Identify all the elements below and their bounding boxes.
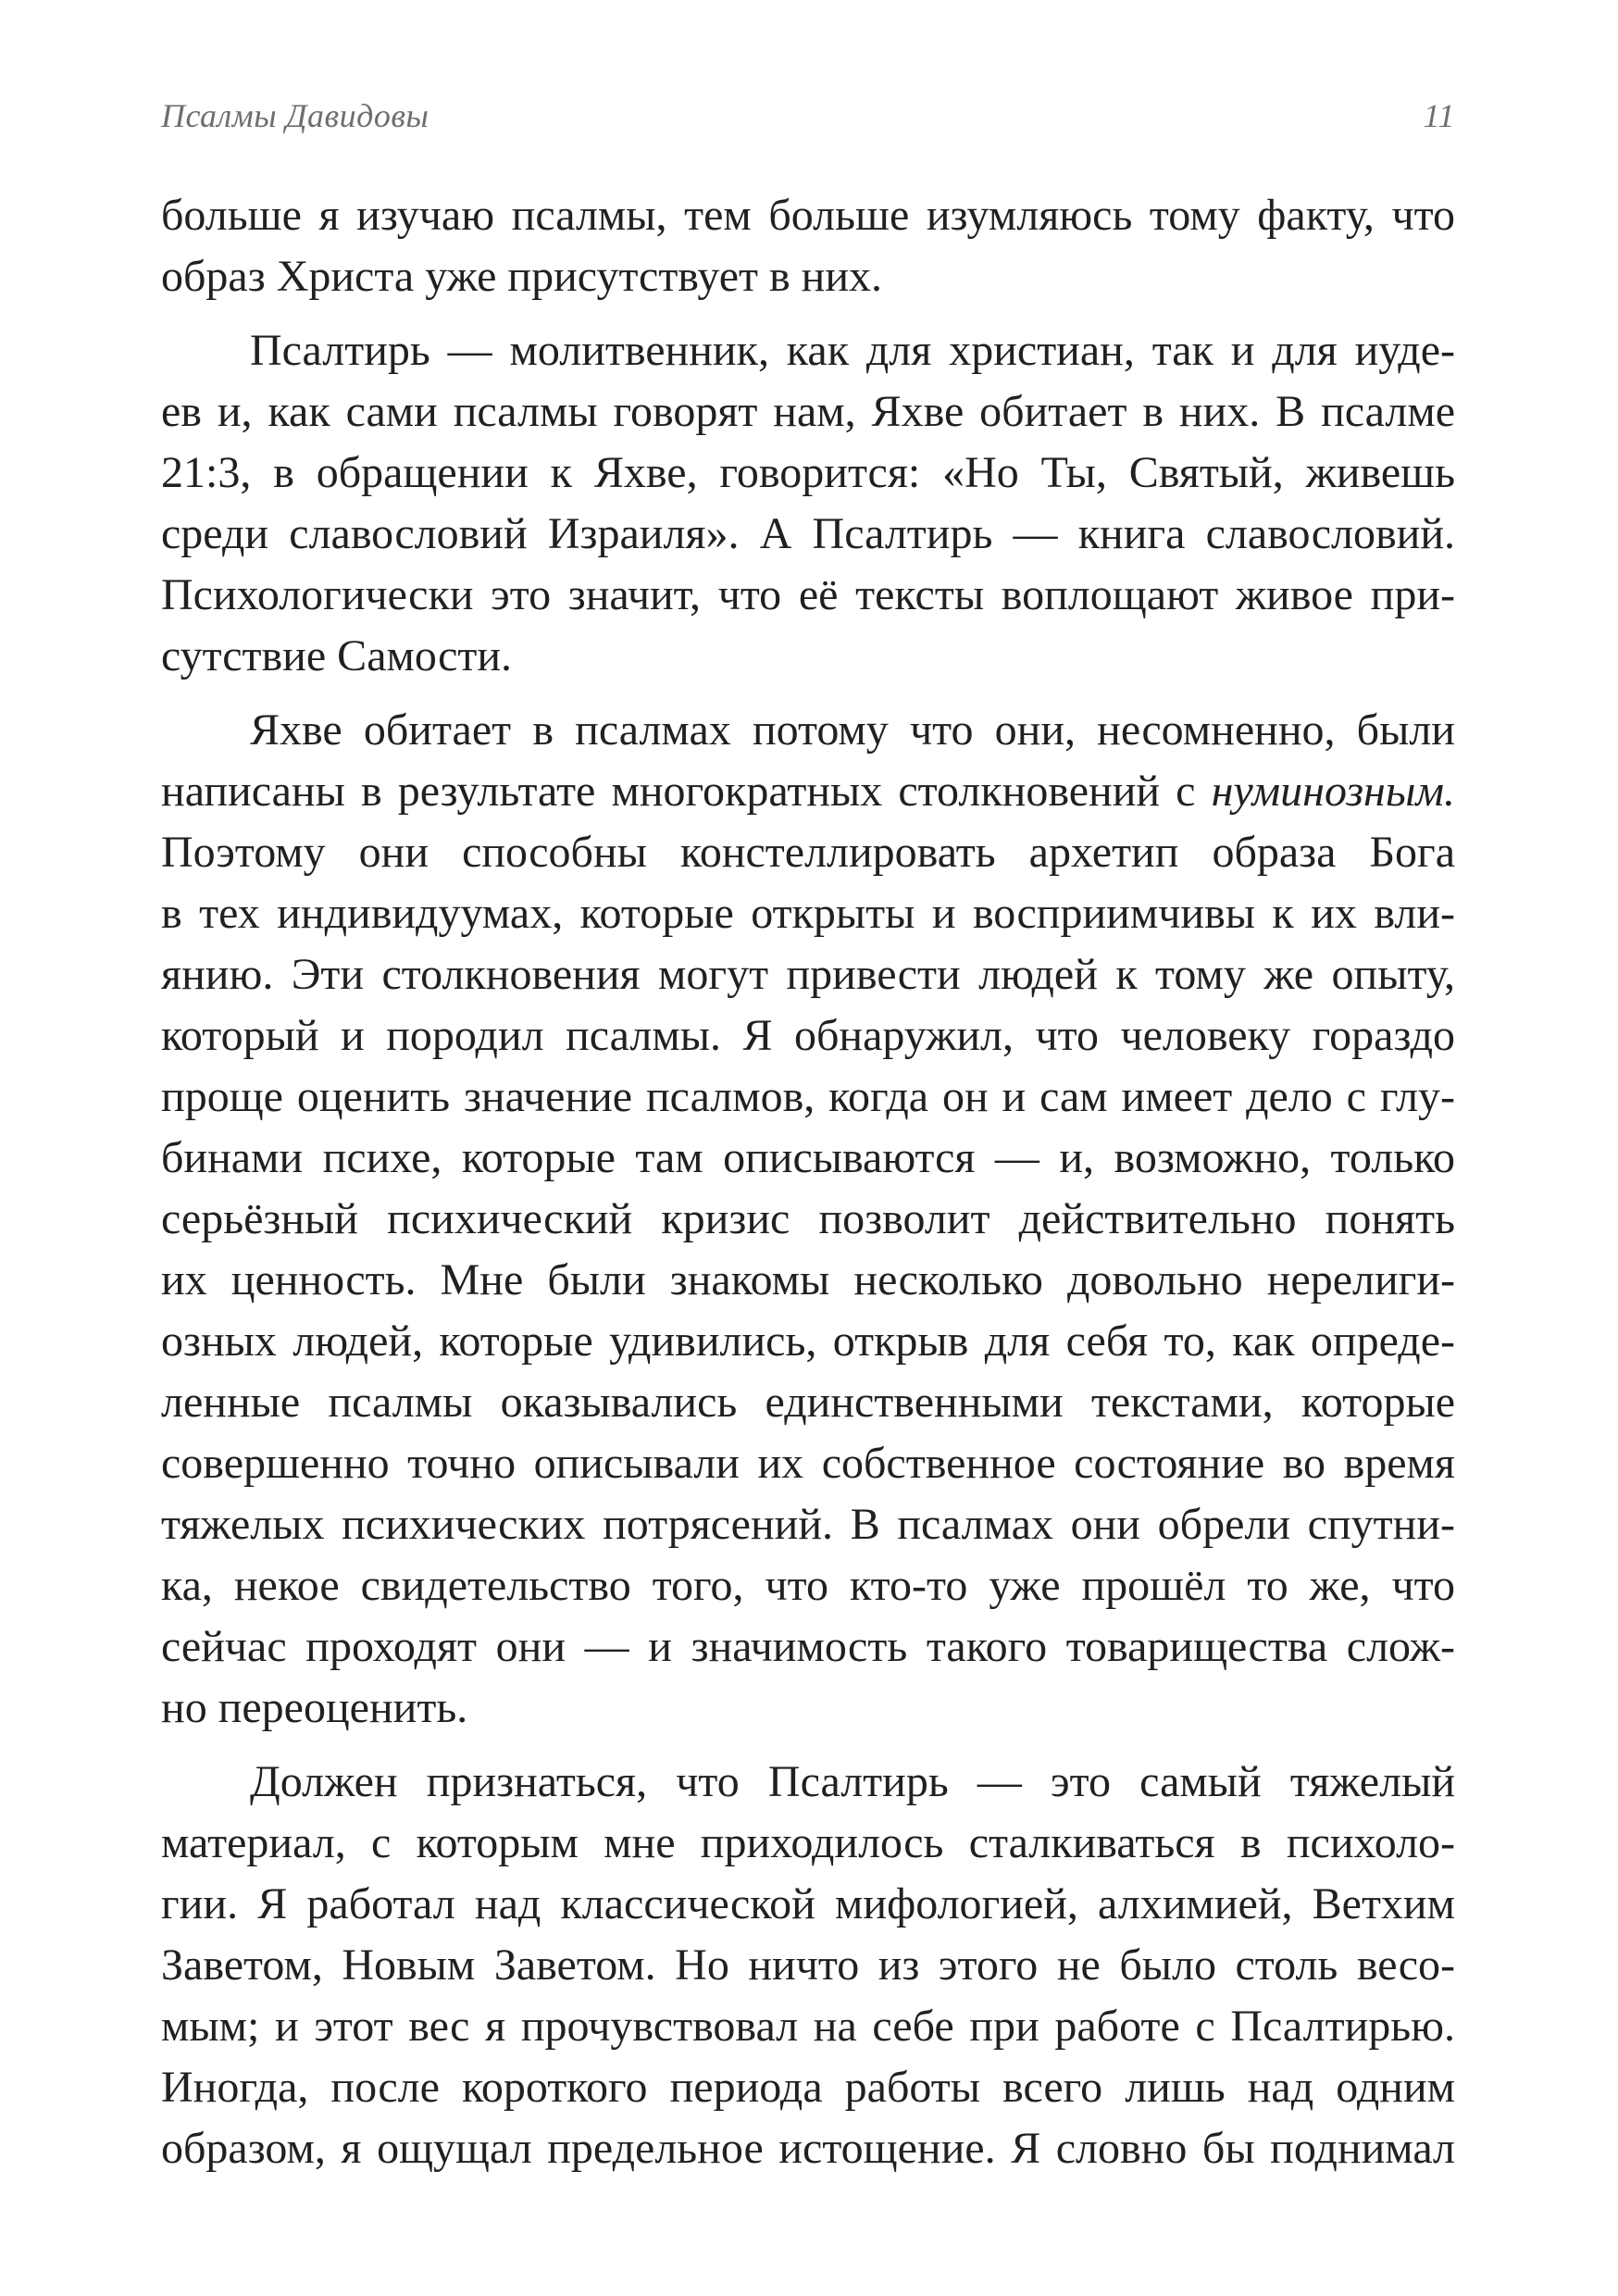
text-line: который и породил псалмы. Я обнаружил, что человеку гораздо xyxy=(161,1011,1455,1060)
text-line: бинами психе, которые там описываются — и, возможно, только xyxy=(161,1133,1455,1182)
text-line: тяжелых психических потрясений. В псалмах они обрели спутни- xyxy=(161,1500,1455,1549)
text-line: Яхве обитает в псалмах потому что они, несомненно, были xyxy=(250,705,1455,755)
text-line: Психологически это значит, что её тексты воплощают живое при- xyxy=(161,570,1455,619)
body-text xyxy=(161,185,1455,2179)
text-line: 21:3, в обращении к Яхве, говорится: «Но Ты, Святый, живешь xyxy=(161,448,1455,497)
text-line: сутствие Самости. xyxy=(161,631,513,680)
text-line: материал, с которым мне приходилось сталкиваться в психоло- xyxy=(161,1818,1455,1867)
text-line: янию. Эти столкновения могут привести людей к тому же опыту, xyxy=(161,950,1455,999)
text-line: среди славословий Израиля». А Псалтирь — книга славословий. xyxy=(161,509,1455,558)
text-line: Должен признаться, что Псалтирь — это самый тяжелый xyxy=(250,1757,1455,1806)
paragraph-4 xyxy=(161,1752,1455,2179)
paragraph-3 xyxy=(161,700,1455,1739)
text-line: сейчас проходят они — и значимость такого товарищества слож- xyxy=(161,1622,1455,1671)
text-line: совершенно точно описывали их собственное состояние во время xyxy=(161,1439,1455,1488)
page-number: 11 xyxy=(1423,97,1455,134)
text-line: ев и, как сами псалмы говорят нам, Яхве обитает в них. В псалме xyxy=(161,387,1455,436)
text-line: мым; и этот вес я прочувствовал на себе при работе с Псалтирью. xyxy=(161,2002,1455,2051)
text-line: Заветом, Новым Заветом. Но ничто из этого не было столь весо- xyxy=(161,1940,1455,1990)
text-line: образ Христа уже присутствует в них. xyxy=(161,252,883,301)
text-line: больше я изучаю псалмы, тем больше изумляюсь тому факту, что xyxy=(161,191,1455,240)
text-line-with-emphasis xyxy=(161,761,1455,822)
running-head xyxy=(161,96,1455,143)
text-line: ка, некое свидетельство того, что кто-то уже прошёл то же, что xyxy=(161,1561,1455,1610)
text-line: серьёзный психический кризис позволит действительно понять xyxy=(161,1194,1455,1243)
paragraph-1 xyxy=(161,185,1455,307)
text-line: гии. Я работал над классической мифологией, алхимией, Ветхим xyxy=(161,1879,1455,1928)
text-segment: написаны в результате многократных столкновений с xyxy=(161,767,1196,816)
text-line: но переоценить. xyxy=(161,1683,468,1732)
text-line: их ценность. Мне были знакомы несколько довольно нерелиги- xyxy=(161,1255,1455,1304)
emphasized-term: нуминозным. xyxy=(1211,767,1456,816)
text-line: в тех индивидуумах, которые открыты и восприимчивы к их вли- xyxy=(161,889,1455,938)
running-title: Псалмы Давидовы xyxy=(161,97,429,134)
text-line: образом, я ощущал предельное истощение. Я словно бы поднимал xyxy=(161,2124,1455,2173)
text-line: озных людей, которые удивились, открыв для себя то, как опреде- xyxy=(161,1316,1455,1366)
paragraph-2 xyxy=(161,320,1455,687)
text-line: Иногда, после короткого периода работы всего лишь над одним xyxy=(161,2063,1455,2112)
text-line: ленные псалмы оказывались единственными текстами, которые xyxy=(161,1378,1455,1427)
text-line: Поэтому они способны констеллировать архетип образа Бога xyxy=(161,828,1455,877)
text-line: проще оценить значение псалмов, когда он и сам имеет дело с глу- xyxy=(161,1072,1455,1121)
text-line: Псалтирь — молитвенник, как для христиан, так и для иуде- xyxy=(250,326,1455,375)
